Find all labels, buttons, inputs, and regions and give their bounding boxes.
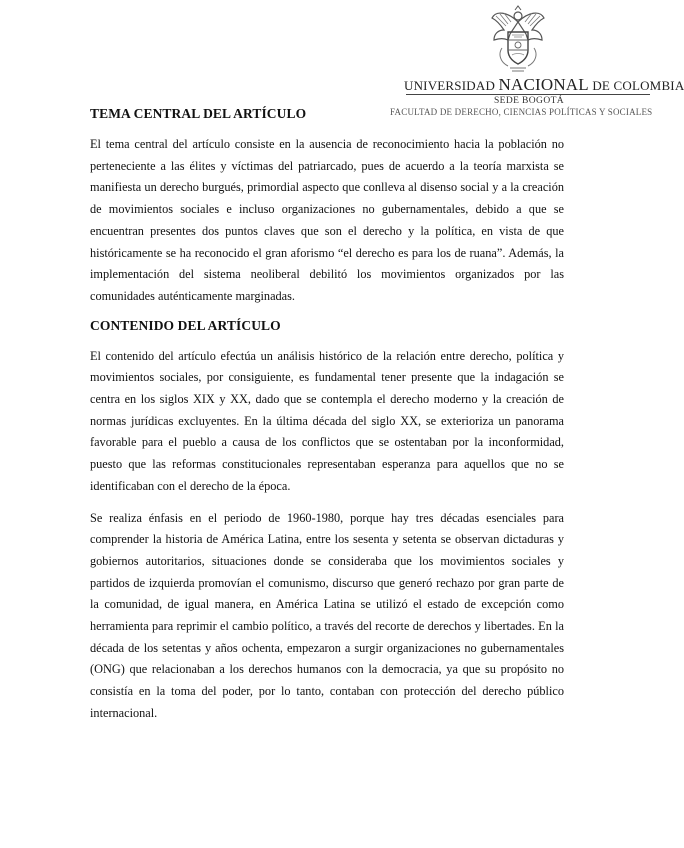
faculty-name: FACULTAD DE DERECHO, CIENCIAS POLÍTICAS Y SOCIALES [390, 107, 653, 117]
paragraph-central-theme: El tema central del artículo consiste en la ausencia de reconocimiento hacia la población no perteneciente a las élites y víctimas del patriarcado, pues de acuerdo a la teoría marxista se manifiesta un derecho burgués, primordial aspecto que conlleva al disenso social y a la creación de movimientos sociales e incluso organizaciones no gubernamentales, debido a que se encuentran presentes dos puntos claves que son el derecho y la política, en vista de que históricamente se ha reconocido el gran aforismo “el derecho es para los de ruana”. Además, la implementación del sistema neoliberal debilitó los movimientos organizados por las comunidades auténticamente marginadas. [90, 137, 564, 303]
university-crest-icon [488, 4, 548, 74]
paragraph-content-2: Se realiza énfasis en el periodo de 1960-1980, porque hay tres décadas esenciales para comprender la historia de América Latina, entre los sesenta y setenta se observan dictaduras y gobiernos autoritarios, situaciones donde se consideraba que los movimientos sociales y partidos de izquierda promovían el comunismo, discurso que generó rechazo por gran parte de la comunidad, de igual manera, en América Latina se utilizó el estado de excepción como herramienta para reprimir el cambio político, a través del recorte de derechos y libertades. En la década de los setentas y años ochenta, empezaron a surgir organizaciones no gubernamentales (ONG) que relacionaban a los derechos humanos con la democracia, ya que su propósito no consistía en la toma del poder, por lo tanto, contaban con protección del derecho público internacional. [90, 510, 564, 720]
document-body [90, 106, 564, 735]
university-name-prefix: UNIVERSIDAD [404, 78, 496, 93]
letterhead-divider [406, 94, 650, 95]
university-name-suffix: DE COLOMBIA [592, 78, 684, 93]
university-name-main: NACIONAL [498, 75, 589, 94]
paragraph-content-1: El contenido del artículo efectúa un análisis histórico de la relación entre derecho, política y movimientos sociales, por consiguiente, es fundamental tener presente que la indagación se centra en los siglos XIX y XX, dado que se contempla el derecho moderno y la creación de normas jurídicas excluyentes. En la última década del siglo XX, se exterioriza un panorama favorable para el pueblo a causa de los conflictos que se ostentaban por la inconformidad, puesto que las reformas constitucionales representaban esperanza para aquellos que no se identificaban con el derecho de la época. [90, 348, 564, 493]
university-name [404, 75, 684, 95]
section-heading-content: CONTENIDO DEL ARTÍCULO [90, 317, 281, 333]
campus-name: SEDE BOGOTÁ [493, 96, 565, 106]
section-heading-central-theme: TEMA CENTRAL DEL ARTÍCULO [90, 106, 307, 121]
